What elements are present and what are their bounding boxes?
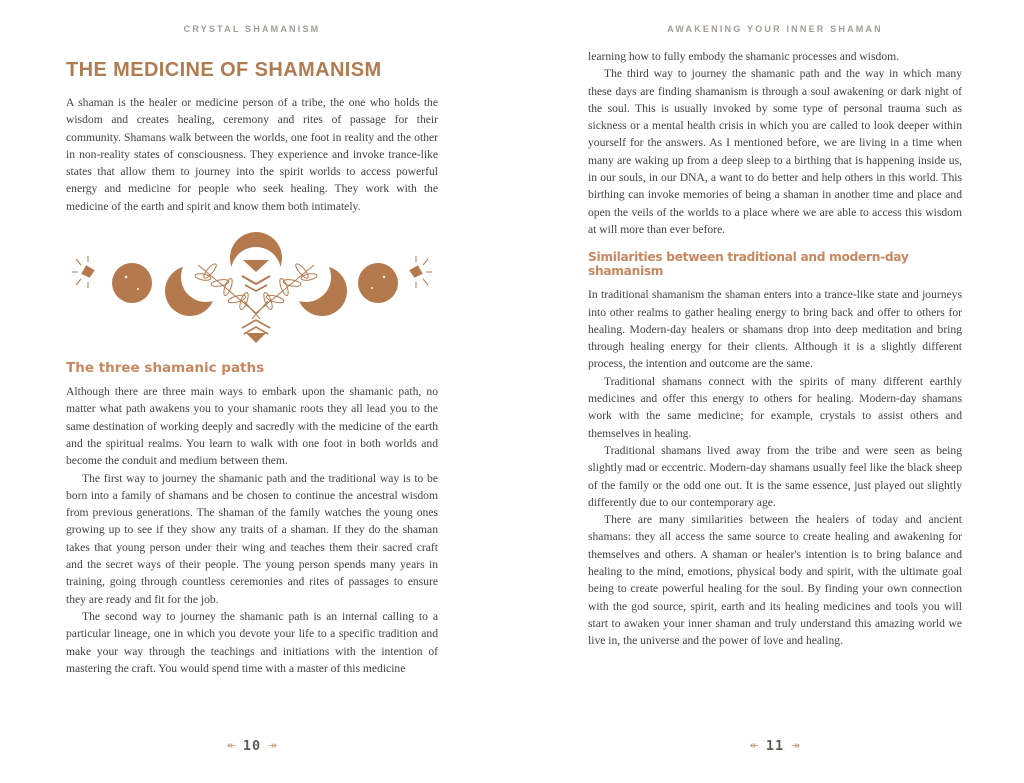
running-head-left: CRYSTAL SHAMANISM — [183, 24, 321, 34]
chapter-title: THE MEDICINE OF SHAMANISM — [66, 59, 382, 81]
paragraph: The third way to journey the shamanic path and the way in which many these days are finding shamanism is through a soul awakening or dark night of the soul. This is usually invoked by some type of personal trauma such as sickness or a mental health crisis in which you are called to look deeper within yourself for the answers. As I mentioned before, we are living in a time when many are waking up from a deep sleep to a birthing that is happening inside us, in our souls, in our DNA, a want to do better and help others in this world. This birthing can invoke memories of being a shaman in another time and place and open the veils of the worlds to a place where we are able to access this wisdom at will more than ever before. — [588, 67, 962, 236]
moon-phases-illustration — [66, 227, 438, 350]
page-number-left: 10 — [242, 738, 262, 754]
paragraph: Traditional shamans lived away from the tribe and were seen as being slightly mad or eccentric. Modern-day shamans usually feel like the black sheep of the family or the odd one out. It is the same essence, just played out slightly differently due to our contemporary age. — [588, 443, 962, 509]
intro-paragraph: A shaman is the healer or medicine person of a tribe, the one who holds the wisdom and creates healing, ceremony and rites of passage for their community. Shamans walk between the worlds, one foot in reality and the other in non-reality states of consciousness. They experience and invoke trance-like states that allow them to journey into the spirit worlds to access powerful energy and medicine for people who seek healing. They work with the medicine of the earth and spirit and know them both intimately. — [66, 96, 438, 213]
running-head-right: AWAKENING YOUR INNER SHAMAN — [667, 24, 883, 34]
paragraph: There are many similarities between the healers of today and ancient shamans: they all access the same source to create healing and awakening for themselves and others. A shaman or healer's intention is to bring balance and healing to the mind, emotions, physical body and spirit, with the ultimate goal being to create powerful healing for the soul. By finding your own connection with the god source, spirit, earth and its healing medicines and tools you will start to awaken your inner shaman and truly understand this amazing world we live in, the universe and the power of love and healing. — [588, 513, 962, 648]
footer-right-arrows-icon: ↠ — [268, 739, 278, 752]
footer-left-arrows-icon: ↞ — [749, 739, 759, 752]
paragraph: In traditional shamanism the shaman enters into a trance-like state and journeys into other realms to gather healing energy to bring back and offer to others for healing. Modern-day healers or shamans drop into deep meditation and bring through healing energy for their clients. Although it is a slightly different process, the intention and outcome are the same. — [588, 288, 962, 371]
page-footer-left — [66, 737, 438, 755]
paragraph: Although there are three main ways to embark upon the shamanic path, no matter what path awakens you to your shamanic roots they all lead you to the same destination of working deeply and sacredly with the medicine of the earth and the spiritual realms. You learn to walk with one foot in both worlds and become the conduit and medium between them. — [66, 385, 438, 468]
paragraph: Traditional shamans connect with the spirits of many different earthly medicines and offer this energy to others for healing. Modern-day shamans work with the same medicine; for example, crystals to assist others and themselves in healing. — [588, 374, 962, 440]
footer-left-arrows-icon: ↞ — [226, 739, 236, 752]
sparkle-right-icon — [408, 256, 432, 288]
right-page — [588, 0, 962, 783]
page-number-right: 11 — [765, 738, 785, 754]
left-page — [66, 0, 438, 783]
subheading-three-shamanic-paths: The three shamanic paths — [66, 360, 265, 377]
sparkle-left-icon — [72, 256, 96, 288]
paragraph: The first way to journey the shamanic path and the traditional way is to be born into a family of shamans and be chosen to continue the ancestral wisdom from previous generations. The shaman of the family watches the young ones growing up to see if they show any traits of a shaman. If they do the shaman takes that young person under their wing and teaches them their sacred craft and the secret ways of their people. The young person spends many years in training, going through countless ceremonies and rites of passages to ensure they are ready and fit for the job. — [66, 471, 438, 606]
paragraph: learning how to fully embody the shamanic processes and wisdom. — [588, 50, 900, 63]
moon-phases-icon — [72, 227, 432, 345]
footer-right-arrows-icon: ↠ — [791, 739, 801, 752]
page-footer-right — [588, 737, 962, 755]
subheading-similarities: Similarities between traditional and modern-day shamanism — [588, 250, 909, 279]
paragraph: The second way to journey the shamanic path is an internal calling to a particular lineage, one in which you devote your life to a specific tradition and make your way through the teachings and initiations with the intention of mastering the craft. You would spend time with a master of this medicine — [66, 609, 438, 675]
